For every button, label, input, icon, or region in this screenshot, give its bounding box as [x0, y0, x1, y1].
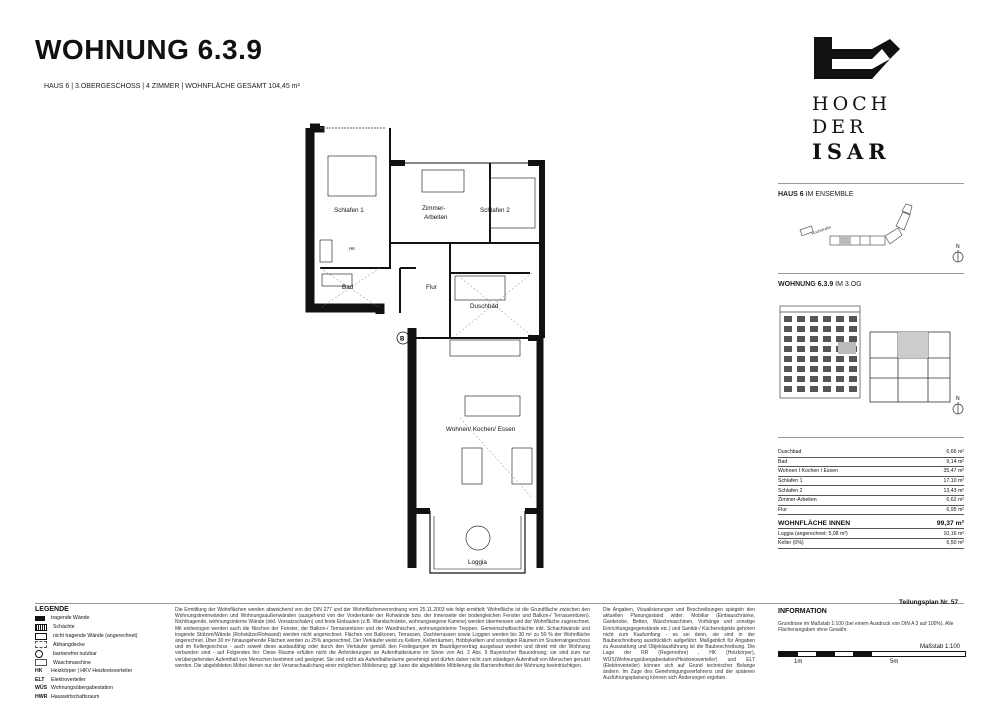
ensemble-heading: HAUS 6 IM ENSEMBLE: [778, 191, 854, 198]
legend-item: [35, 615, 89, 621]
divider: [778, 183, 964, 184]
legend-abbr: ELT: [35, 676, 45, 683]
legend-item: [35, 650, 97, 658]
unit-heading: WOHNUNG 6.3.9 IM 3.OG: [778, 281, 862, 288]
hk-label: HK: [349, 246, 356, 251]
facade-window: [797, 386, 805, 392]
facade-window: [810, 336, 818, 342]
svg-text:N: N: [956, 396, 960, 402]
room-area: 13,43 m²: [913, 486, 964, 496]
divider: [778, 273, 964, 274]
room-name: Duschbad: [778, 448, 913, 457]
facade-window: [849, 376, 857, 382]
b-marker-icon: [397, 332, 409, 344]
legend-swatch: [35, 641, 47, 648]
legend-item: [35, 677, 86, 683]
legend-label: Elektroverteiler: [51, 676, 86, 683]
page-subtitle: HAUS 6 | 3.OBERGESCHOSS | 4 ZIMMER | WOHNFLÄCHE GESAMT 104,45 m²: [44, 83, 300, 90]
facade-window: [836, 386, 844, 392]
room-row: [778, 486, 964, 496]
facade-window: [849, 316, 857, 322]
north-compass-icon: [953, 396, 963, 414]
area-calculation-notes: Die Ermittlung der Wohnflächen werden abweichend von der DIN 277 und der Wohnflächenverordnung vom 25.11.2003 wie folgt ermittelt: Wohnfläche ist die Grundfläche zwischen den Wohnungstrennwänden und Wohnungsaußenwänden (ausgehend von der Vorderkante der Rohwände bzw. der Innenseite der bodengleichen Fenster und Balkon-/ Terrassentüren). Nichttragende, wohnungsinterne Wände (inkl. Vorsatzschalen) und feste Einbauten (z.B. Wandschränke, wohnungseigene Kamine) werden übermessen und der Wohnfläche zugerechnet. Mit einbezogen werden auch die Nischen der Fenster, der Balkon-/ Terrassentüren und der Wandnischen, wohnungsinterne Treppen. Gemeinschaftsschächte inkl. Schachtwände und tragende Stützen/Wände (Rohstütze/Rohwand) werden nicht angerechnet. Flächen von Balkonen, Terrassen, Dachterrassen sowie Loggien werden bis 30 m² zu 50 % der Wohnfläche angerechnet. Über 30 m² hinausgehende Flächen werden zu 25% angerechnet. Der Verkäufer weist zu Kellern, Kellerräumen, Hobbykellern und sonstigen Räumen im Souterraingeschoss und im Kellergeschoss - auch soweit diese ausbaufähig oder durch den Verkäufer gemäß den Festlegungen im Bautrågervertrag ausgebaut werden und direkt mit der Wohnung verbunden sind - auf Folgendes hin: Diese Räume erfüllen nicht die Anforderungen an Aufenthaltsräume im Sinne von Art. 2 Abs. 5 Bayerischer Bauordnung; sie sind zum nur vorübergehenden Aufenthalt von Menschen bestimmt und geeignet. Sie sind nicht als Aufenthaltsräume genehmigt und dürfen daher nicht zum ständigen Aufenthalt von Menschen genutzt werden. Die abgebildeten Möbel dienen nur der Veranschaulichung einer möglichen Möblierung; ggf. kann die abgebildete Möblierung die Barrierefreiheit der Wohnung beeinträchtigen.: [175, 607, 590, 669]
floor-plan: [300, 118, 560, 584]
facade-window: [823, 386, 831, 392]
room-label-loggia: Loggia: [468, 559, 487, 566]
facade-window: [784, 376, 792, 382]
legend-label: Wohnungsübergabestation: [51, 685, 113, 692]
logo-mark-icon: [812, 35, 902, 81]
room-row: [778, 448, 964, 457]
extra-row: [778, 539, 964, 549]
legend-label: Heizkörper | HKV Heizkreisverteiler: [51, 667, 133, 674]
facade-window: [836, 326, 844, 332]
total-value: 99,37 m²: [913, 515, 964, 529]
legend-label: barrierefrei nutzbar: [53, 651, 97, 658]
facade-window: [823, 336, 831, 342]
room-area: 35,47 m²: [913, 467, 964, 477]
facade-window: [797, 376, 805, 382]
disclaimer-notes: Die Angaben, Visualisierungen und Beschreibungen spiegeln den aktuellen Planungsstand wider. Mobiliar (Einbauschränke, Garderobe, Betten, Waschmaschinen, Vorhänge und sonstige Einrichtungsgegenstände etc.) und Sanitär-/ Küchenobjekte gehören nicht zum Kaufumfang - es sei denn, sie sind in der Baubeschreibung ausdrücklich aufgeführt. Maßgeblich für Angaben zu Ausstattung und Objektausführung ist die Baubeschreibung. Die Lage der RR (Regenrohre) , HK (Heizkörper), WÜS(Wohnungsübergabestation/Heizkreisverteiler) und ELT (Elektroverteiler) können sich auf Grund technischer Belange ändern. Im Zuge des Genehmigungsverfahrens und der späteren Ausführungsplanung können sich Änderungen ergeben.: [603, 607, 755, 682]
room-row: [778, 505, 964, 515]
ensemble-site-plan: [790, 198, 970, 268]
facade-window: [784, 346, 792, 352]
info-title: INFORMATION: [778, 608, 827, 615]
room-row: [778, 495, 964, 505]
facade-window: [810, 326, 818, 332]
room-label-zimmer: Zimmer-: [422, 205, 446, 212]
room-name: Schlafen 2: [778, 486, 913, 496]
legend-label: Schächte: [53, 624, 75, 631]
facade-window: [836, 356, 844, 362]
legend-item: [35, 694, 99, 700]
extra-name: Keller (0%): [778, 539, 913, 549]
room-row: [778, 476, 964, 486]
room-name: Flur: [778, 505, 913, 515]
facade-window: [810, 346, 818, 352]
extra-row: [778, 529, 964, 539]
facade-window: [784, 366, 792, 372]
logo-word-2: DER: [812, 116, 868, 138]
room-label-arbeiten: Arbeiten: [424, 214, 448, 221]
facade-window: [797, 316, 805, 322]
room-row: [778, 467, 964, 477]
brand-logo: [812, 35, 902, 164]
accessible-marker-icon: [35, 650, 43, 658]
facade-window: [797, 346, 805, 352]
north-compass-icon: [953, 244, 963, 262]
room-name: Wohnen I Kochen I Essen: [778, 467, 913, 477]
total-row: [778, 515, 964, 529]
street-label: Hochstraße: [810, 224, 832, 236]
facade-window: [849, 386, 857, 392]
legend-item: [35, 641, 85, 648]
legend-swatch: [35, 616, 45, 621]
room-label-wohnen: Wohnen/ Kochen/ Essen: [446, 426, 516, 433]
facade-window: [784, 336, 792, 342]
divider: [778, 437, 964, 438]
facade-window: [810, 366, 818, 372]
facade-window: [810, 386, 818, 392]
room-label-schlafen1: Schlafen 1: [334, 207, 364, 214]
unit-location-diagrams: [778, 298, 968, 418]
scale-bar: [778, 651, 966, 657]
legend-item: [35, 668, 132, 674]
room-area: 6,95 m²: [913, 505, 964, 515]
legend-abbr: HK: [35, 667, 43, 674]
facade-window: [784, 316, 792, 322]
total-label: WOHNFLÄCHE INNEN: [778, 515, 913, 529]
facade-window: [810, 316, 818, 322]
facade-window: [836, 316, 844, 322]
facade-window: [836, 336, 844, 342]
legend-swatch: [35, 624, 47, 631]
info-text: Grundrisse im Maßstab 1:100 (bei einem Ausdruck von DIN A 3 auf 100%). Alle Flächenangaben ohne Gewähr.: [778, 621, 954, 634]
legend-swatch: [35, 633, 47, 640]
room-area: 6,62 m²: [913, 495, 964, 505]
legend-label: Abhangdecke: [53, 641, 85, 648]
logo-word-3: ISAR: [812, 139, 891, 164]
legend-label: nicht tragende Wände (angerechnet): [53, 633, 138, 640]
room-name: Schlafen 1: [778, 476, 913, 486]
legend-item: [35, 633, 138, 640]
facade-window: [810, 356, 818, 362]
facade-window: [849, 336, 857, 342]
legend-abbr: WÜS: [35, 685, 48, 692]
facade-window: [849, 366, 857, 372]
facade-window: [836, 376, 844, 382]
facade-window: [797, 326, 805, 332]
legend-label: Hauswirtschaftsraum: [51, 694, 100, 701]
legend-label: tragende Wände: [51, 615, 90, 621]
scale-5m-label: 5m: [890, 659, 899, 665]
facade-window: [784, 356, 792, 362]
facade-window: [823, 346, 831, 352]
extra-area: 10,16 m²: [913, 529, 964, 539]
facade-window: [797, 356, 805, 362]
facade-window: [823, 326, 831, 332]
legend-abbr: HWR: [35, 694, 48, 701]
facade-window: [797, 336, 805, 342]
legend-item: [35, 659, 91, 666]
room-area: 17,10 m²: [913, 476, 964, 486]
facade-window: [784, 326, 792, 332]
page-title: WOHNUNG 6.3.9: [35, 34, 263, 65]
legend-swatch: [35, 659, 47, 666]
room-name: Bad: [778, 457, 913, 467]
legend-item: [35, 685, 113, 691]
facade-window: [823, 356, 831, 362]
logo-word-1: HOCH: [812, 93, 892, 115]
extra-area: 6,50 m²: [913, 539, 964, 549]
facade-window: [849, 326, 857, 332]
facade-window: [797, 366, 805, 372]
scale-label: Maßstab 1:100: [920, 644, 961, 650]
facade-window: [823, 376, 831, 382]
room-name: Zimmer-Arbeiten: [778, 495, 913, 505]
facade-window: [836, 366, 844, 372]
facade-window: [784, 386, 792, 392]
facade-window: [849, 356, 857, 362]
room-area-table: [778, 448, 964, 549]
facade-window: [823, 316, 831, 322]
legend-title: LEGENDE: [35, 606, 69, 613]
room-area: 9,14 m²: [913, 457, 964, 467]
svg-text:B: B: [400, 336, 405, 343]
divider: [35, 603, 964, 604]
room-row: [778, 457, 964, 467]
room-label-bad: Bad: [342, 284, 354, 291]
room-label-flur: Flur: [426, 284, 437, 291]
legend-label: Waschmaschine: [53, 659, 91, 666]
room-label-schlafen2: Schlafen 2: [480, 207, 510, 214]
facade-window: [810, 376, 818, 382]
legend-item: [35, 624, 75, 631]
facade-window: [823, 366, 831, 372]
room-label-duschbad: Duschbad: [470, 303, 499, 310]
extra-name: Loggia (angerechnet: 5,08 m²): [778, 529, 913, 539]
plan-number: Teilungsplan Nr. 57: [899, 599, 959, 606]
svg-text:N: N: [956, 244, 960, 250]
scale-1m-label: 1m: [794, 659, 803, 665]
room-area: 6,66 m²: [913, 448, 964, 457]
